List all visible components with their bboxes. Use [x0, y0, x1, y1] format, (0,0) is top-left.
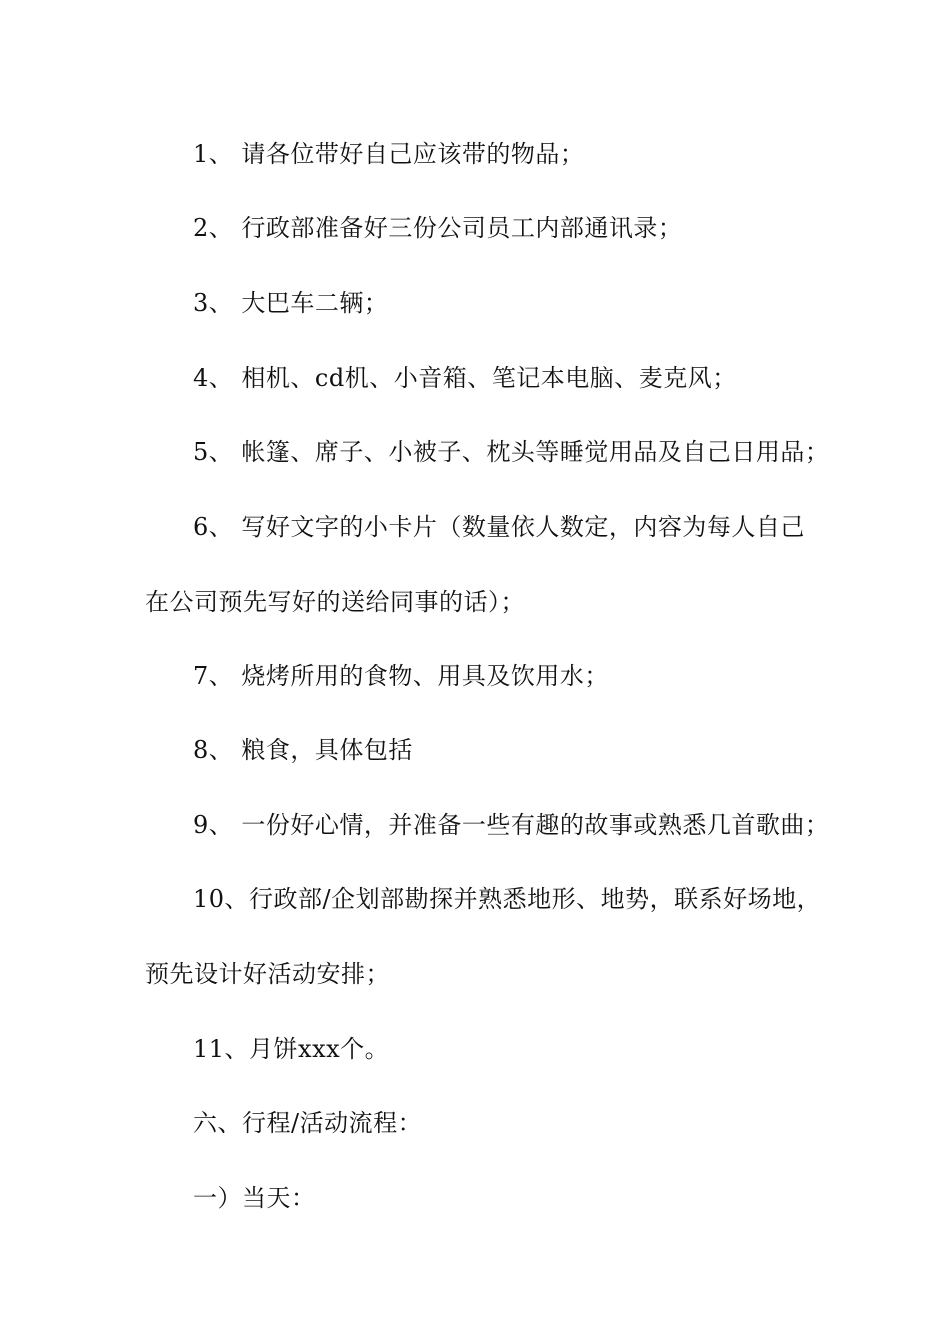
list-item-11: 11、月饼xxx个。 [193, 1035, 390, 1063]
list-item-8: 8、 粮食，具体包括 [193, 736, 413, 764]
list-item-10: 10、行政部/企划部勘探并熟悉地形、地势，联系好场地， [193, 885, 822, 913]
list-item-6-continued: 在公司预先写好的送给同事的话）； [145, 588, 525, 616]
section-heading: 六、行程/活动流程： [193, 1109, 423, 1137]
list-item-6: 6、 写好文字的小卡片（数量依人数定，内容为每人自己 [193, 513, 805, 541]
subsection-heading: 一）当天： [193, 1184, 316, 1212]
list-item-9: 9、 一份好心情，并准备一些有趣的故事或熟悉几首歌曲； [193, 811, 830, 839]
list-item-7: 7、 烧烤所用的食物、用具及饮用水； [193, 662, 609, 690]
list-item-10-continued: 预先设计好活动安排； [145, 960, 390, 988]
list-item-2: 2、 行政部准备好三份公司员工内部通讯录； [193, 214, 683, 242]
list-item-4: 4、 相机、cd机、小音箱、笔记本电脑、麦克风； [193, 364, 737, 392]
list-item-5: 5、 帐篷、席子、小被子、枕头等睡觉用品及自己日用品； [193, 438, 830, 466]
list-item-3: 3、 大巴车二辆； [193, 289, 389, 317]
list-item-1: 1、 请各位带好自己应该带的物品； [193, 140, 585, 168]
